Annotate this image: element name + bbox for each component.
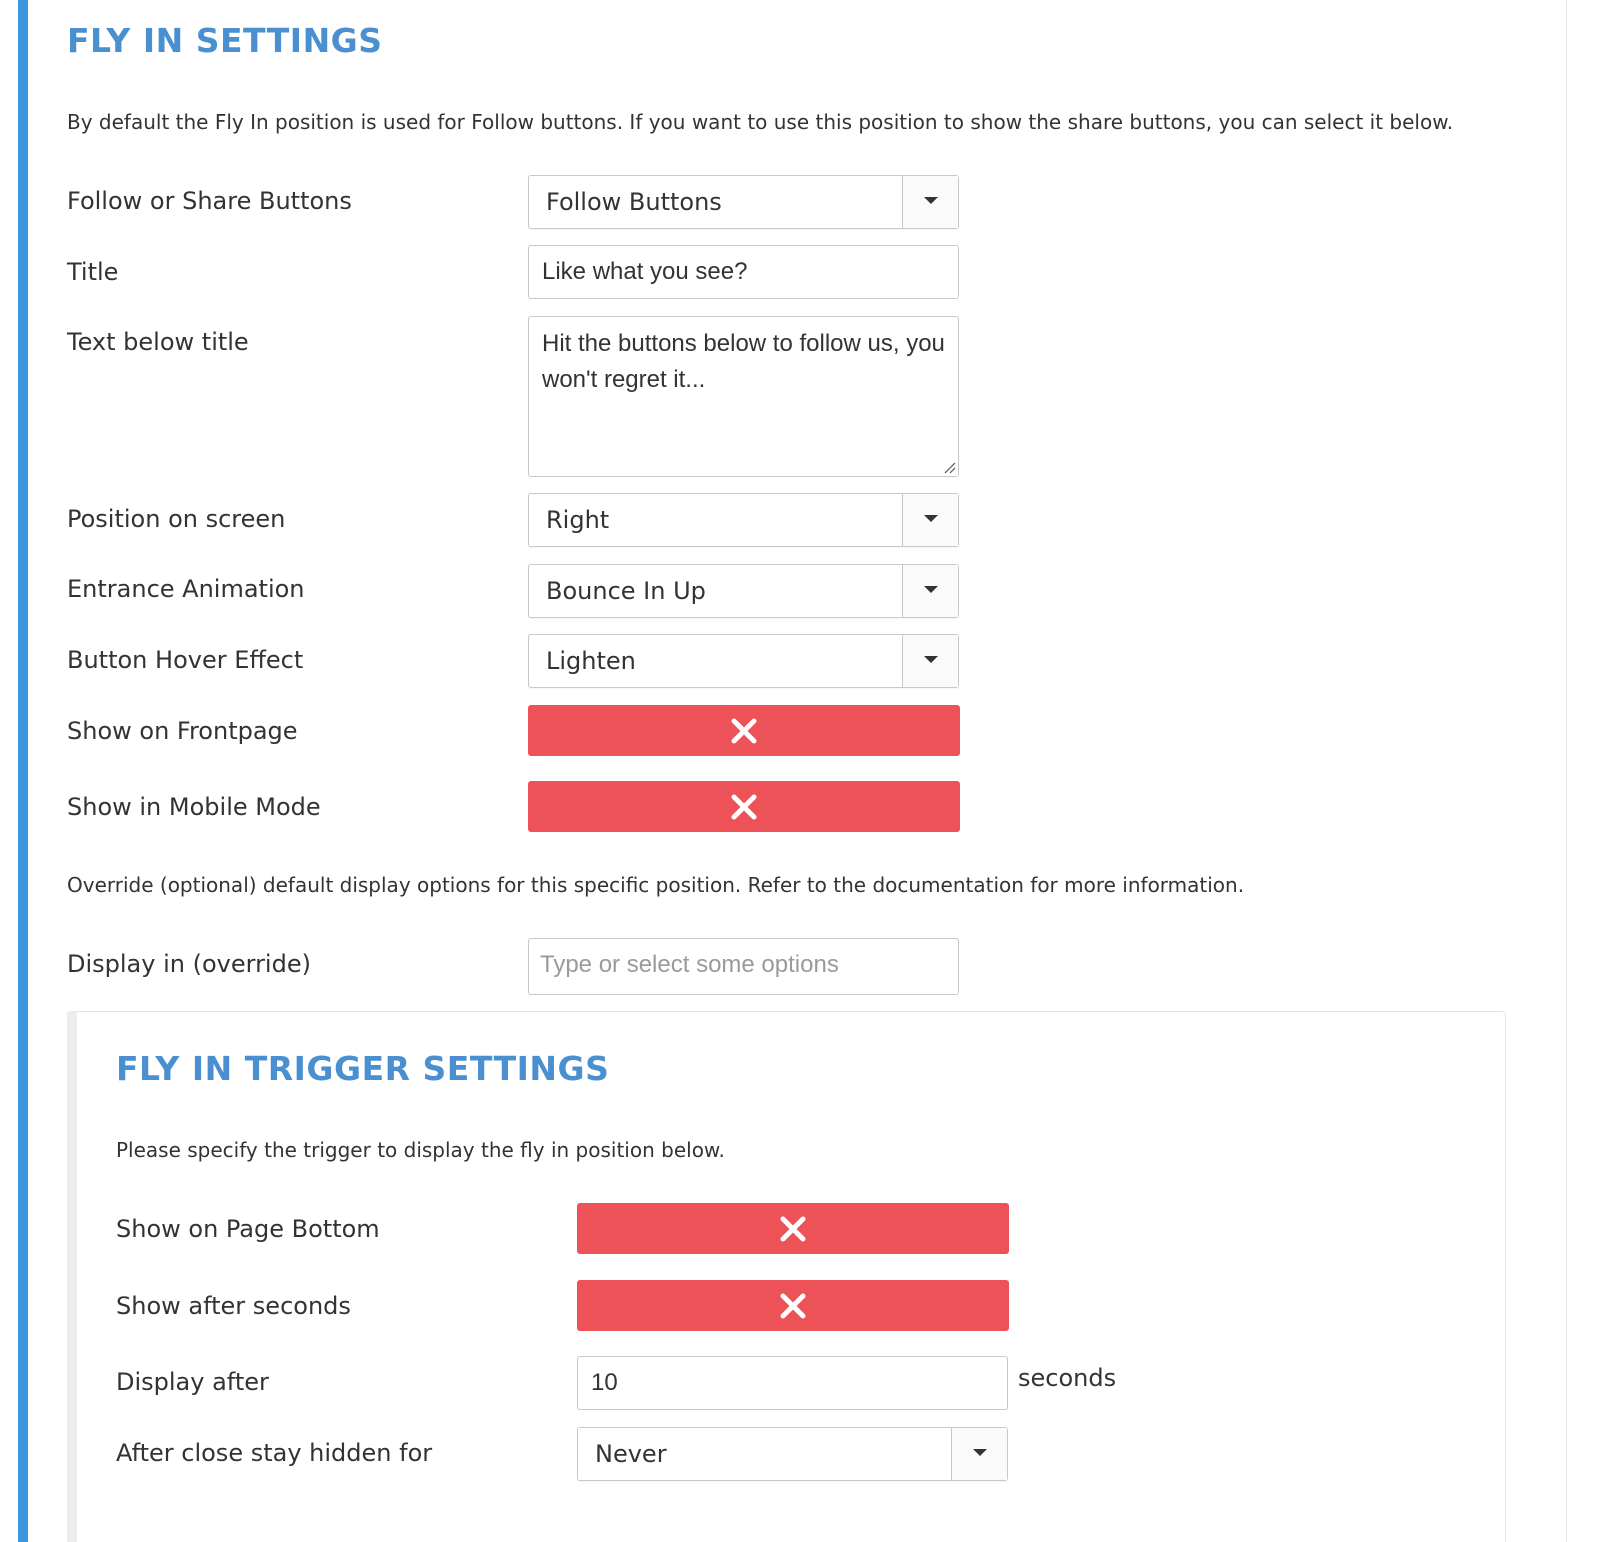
override-description: Override (optional) default display options for this specific position. Refer to the documentation for more information.: [67, 873, 1245, 897]
show-in-mobile-mode-toggle[interactable]: [528, 781, 960, 832]
fly-in-settings-description: By default the Fly In position is used for Follow buttons. If you want to use this position to show the share buttons, you can select it below.: [67, 110, 1454, 134]
show-on-page-bottom-toggle[interactable]: [577, 1203, 1009, 1254]
display-after-input[interactable]: 10: [577, 1356, 1008, 1410]
caret-down-icon[interactable]: [902, 494, 958, 546]
text-below-title-value: Hit the buttons below to follow us, you won't regret it...: [542, 330, 945, 393]
show-in-mobile-mode-label: Show in Mobile Mode: [67, 793, 321, 821]
close-icon: [779, 1292, 807, 1320]
display-in-override-input[interactable]: [528, 938, 959, 995]
entrance-animation-select[interactable]: [528, 564, 959, 618]
fly-in-settings-heading: FLY IN SETTINGS: [67, 21, 383, 60]
display-after-suffix: seconds: [1018, 1364, 1117, 1392]
show-on-frontpage-toggle[interactable]: [528, 705, 960, 756]
caret-down-icon[interactable]: [902, 176, 958, 228]
caret-down-icon[interactable]: [902, 565, 958, 617]
after-close-stay-hidden-value: Never: [595, 1440, 667, 1468]
resize-grip-icon[interactable]: [942, 460, 956, 474]
close-icon: [730, 717, 758, 745]
display-in-override-placeholder: Type or select some options: [540, 951, 839, 978]
title-label: Title: [67, 258, 119, 286]
position-on-screen-select[interactable]: [528, 493, 959, 547]
close-icon: [779, 1215, 807, 1243]
button-hover-effect-label: Button Hover Effect: [67, 646, 304, 674]
display-after-label: Display after: [116, 1368, 269, 1396]
position-on-screen-value: Right: [546, 506, 610, 534]
show-after-seconds-label: Show after seconds: [116, 1292, 351, 1320]
entrance-animation-label: Entrance Animation: [67, 575, 305, 603]
caret-down-icon[interactable]: [951, 1428, 1007, 1480]
caret-down-icon[interactable]: [902, 635, 958, 687]
button-hover-effect-select[interactable]: [528, 634, 959, 688]
page-border: [1566, 0, 1567, 1542]
text-below-title-textarea[interactable]: [528, 316, 959, 477]
button-hover-effect-value: Lighten: [546, 647, 636, 675]
fly-in-trigger-settings-heading: FLY IN TRIGGER SETTINGS: [116, 1049, 610, 1088]
accent-bar: [18, 0, 28, 1542]
follow-or-share-label: Follow or Share Buttons: [67, 187, 352, 215]
title-input[interactable]: Like what you see?: [528, 245, 959, 299]
follow-or-share-value: Follow Buttons: [546, 188, 722, 216]
display-in-override-label: Display in (override): [67, 950, 311, 978]
fly-in-trigger-settings-description: Please specify the trigger to display the fly in position below.: [116, 1138, 725, 1162]
follow-or-share-select[interactable]: [528, 175, 959, 229]
entrance-animation-value: Bounce In Up: [546, 577, 706, 605]
after-close-stay-hidden-select[interactable]: [577, 1427, 1008, 1481]
show-on-page-bottom-label: Show on Page Bottom: [116, 1215, 380, 1243]
after-close-stay-hidden-label: After close stay hidden for: [116, 1439, 433, 1467]
close-icon: [730, 793, 758, 821]
show-after-seconds-toggle[interactable]: [577, 1280, 1009, 1331]
show-on-frontpage-label: Show on Frontpage: [67, 717, 298, 745]
text-below-title-label: Text below title: [67, 328, 249, 356]
position-on-screen-label: Position on screen: [67, 505, 286, 533]
